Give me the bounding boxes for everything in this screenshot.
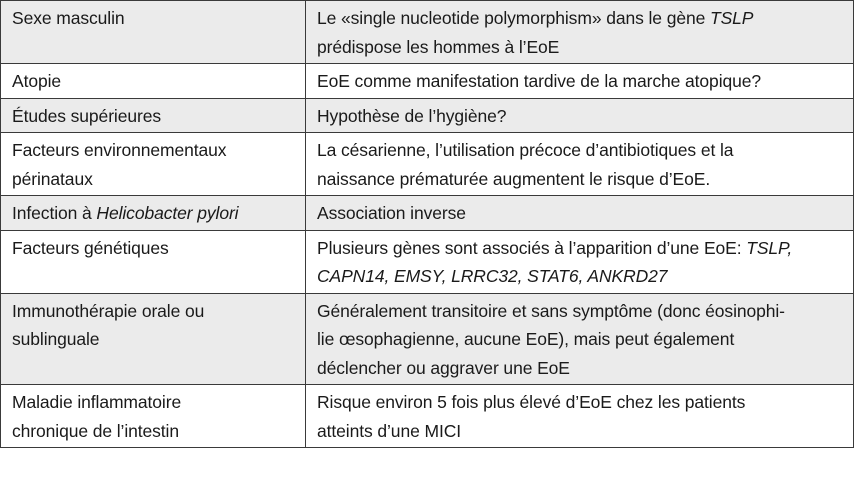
cell-text: Infection à — [12, 203, 97, 223]
description-cell — [306, 293, 854, 385]
cell-text: atteints d’une MICI — [317, 420, 462, 441]
table-row — [1, 64, 854, 99]
cell-text: Facteurs environnementaux — [12, 140, 227, 160]
cell-text: prédispose les hommes à l’EoE — [317, 36, 560, 57]
italic-text: TSLP, — [746, 237, 793, 258]
description-cell — [306, 64, 854, 99]
table-row — [1, 293, 854, 385]
cell-text: EoE comme manifestation tardive de la marche atopique? — [317, 71, 762, 91]
cell-text: périnataux — [12, 168, 93, 189]
cell-text: Généralement transitoire et sans symptôme (donc éosinophi- — [317, 300, 785, 321]
factor-cell — [1, 1, 306, 64]
italic-text: CAPN14, EMSY, LRRC32, STAT6, ANKRD27 — [317, 266, 668, 286]
cell-text: Sexe masculin — [12, 8, 125, 28]
table-row — [1, 230, 854, 293]
factor-cell — [1, 98, 306, 133]
cell-text: Association inverse — [317, 203, 466, 223]
description-cell — [306, 196, 854, 231]
description-cell — [306, 1, 854, 64]
description-cell — [306, 230, 854, 293]
cell-text: déclencher ou aggraver une EoE — [317, 357, 570, 378]
italic-text: TSLP — [710, 8, 754, 28]
factor-cell — [1, 196, 306, 231]
cell-text: Facteurs génétiques — [12, 237, 169, 258]
description-cell — [306, 133, 854, 196]
description-cell — [306, 98, 854, 133]
cell-text: chronique de l’intestin — [12, 420, 179, 441]
cell-text: Atopie — [12, 71, 62, 91]
factor-cell — [1, 293, 306, 385]
cell-text: lie œsophagienne, aucune EoE), mais peut également — [317, 329, 735, 349]
factor-cell — [1, 385, 306, 448]
factor-cell — [1, 230, 306, 293]
cell-text: sublinguale — [12, 329, 100, 349]
cell-text: Plusieurs gènes sont associés à l’apparition d’une EoE: — [317, 237, 747, 258]
table-row — [1, 133, 854, 196]
table-row — [1, 1, 854, 64]
factor-cell — [1, 133, 306, 196]
cell-text: Immunothérapie orale ou — [12, 300, 205, 321]
table-body — [1, 1, 854, 448]
cell-text: Hypothèse de l’hygiène? — [317, 105, 507, 126]
italic-text: Helicobacter pylori — [96, 203, 239, 223]
cell-text: Risque environ 5 fois plus élevé d’EoE chez les patients — [317, 392, 746, 412]
table-row — [1, 196, 854, 231]
factor-cell — [1, 64, 306, 99]
table-row — [1, 385, 854, 448]
description-cell — [306, 385, 854, 448]
cell-text: Études supérieures — [12, 105, 161, 126]
cell-text: La césarienne, l’utilisation précoce d’antibiotiques et la — [317, 140, 734, 160]
cell-text: Maladie inflammatoire — [12, 392, 182, 412]
cell-text: naissance prématurée augmentent le risque d’EoE. — [317, 168, 711, 189]
cell-text: Le «single nucleotide polymorphism» dans le gène — [317, 8, 710, 28]
table-row — [1, 98, 854, 133]
